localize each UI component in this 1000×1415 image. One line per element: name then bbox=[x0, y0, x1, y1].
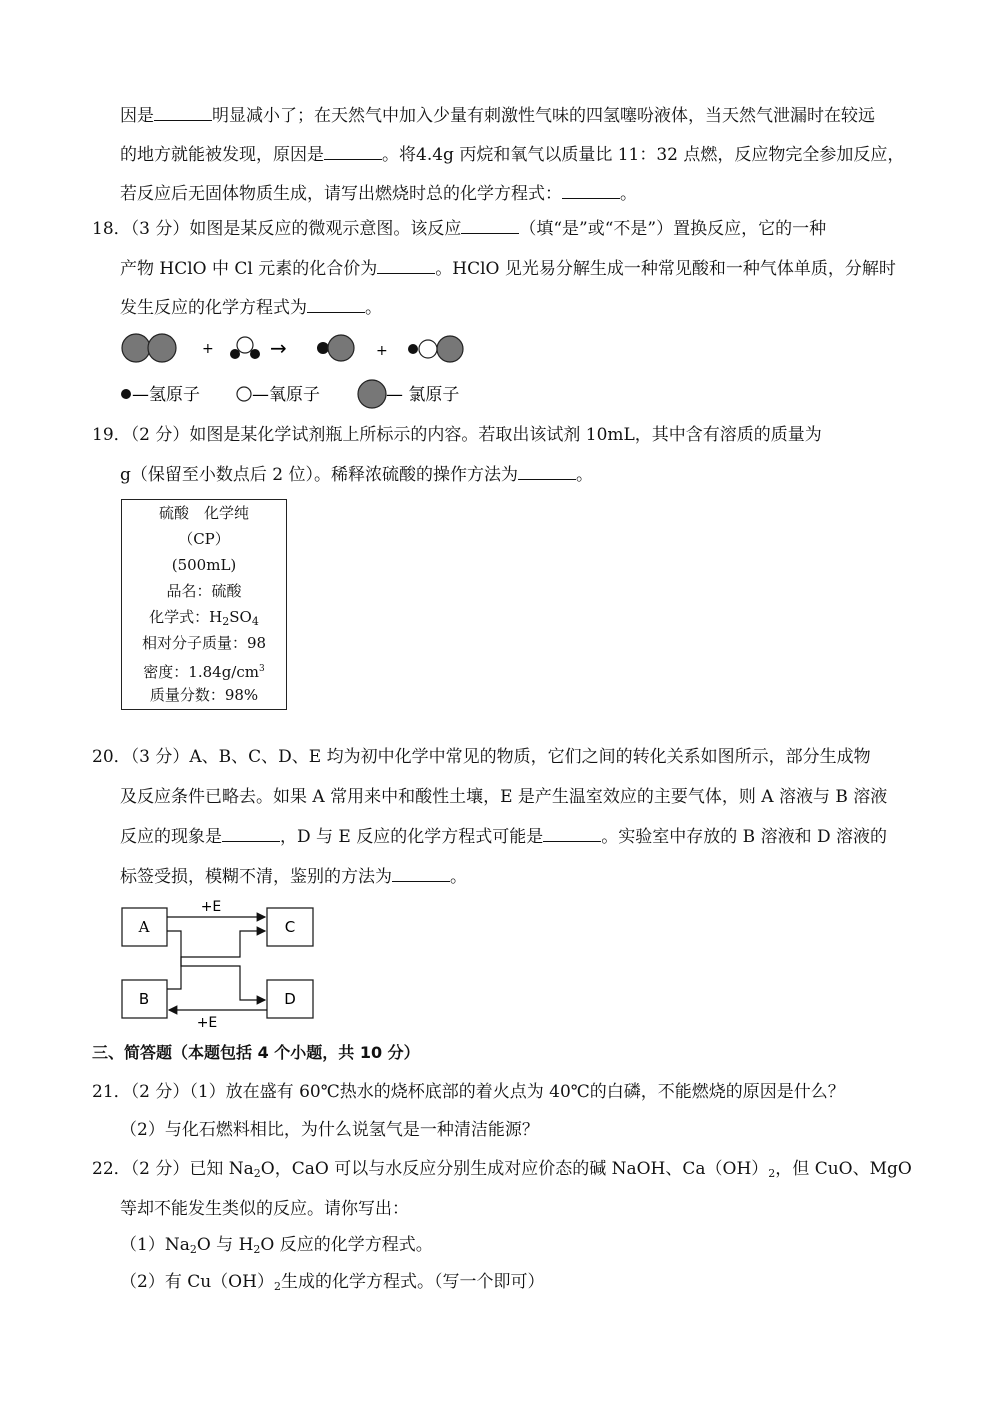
question-number: 18．（3 分） bbox=[92, 219, 190, 239]
box-a-label: A bbox=[138, 918, 150, 936]
reagent-e-top: +E bbox=[200, 899, 222, 915]
label-formula: 化学式：$H_2SO_4$ bbox=[149, 608, 259, 628]
chlorine-atom bbox=[122, 334, 150, 362]
plus-sign: + bbox=[202, 341, 214, 357]
q18-line-3: 发生反应的化学方程式为 。 bbox=[120, 298, 382, 318]
answer-blank[interactable] bbox=[562, 184, 620, 199]
reagent-e-bottom: +E bbox=[196, 1015, 218, 1028]
oxygen-atom bbox=[419, 340, 437, 358]
hydrogen-atom bbox=[230, 349, 240, 359]
hydrogen-atom bbox=[408, 344, 418, 354]
section-title: 三、简答题（本题包括 4 个小题，共 10 分） bbox=[92, 1043, 420, 1062]
q22-line-4: （2）有 $Cu(OH)_2$生成的化学方程式。（写一个即可） bbox=[120, 1272, 545, 1293]
answer-blank[interactable] bbox=[392, 867, 450, 882]
answer-blank[interactable] bbox=[307, 298, 365, 313]
question-number: 21．（2 分） bbox=[92, 1082, 190, 1102]
q20-line-4: 标签受损，模糊不清，鉴别的方法为 。 bbox=[120, 867, 467, 887]
answer-blank[interactable] bbox=[154, 106, 212, 121]
box-c-label: C bbox=[284, 918, 296, 936]
label-density: 密度：$1.84g/cm^3$ bbox=[143, 663, 265, 681]
box-d-label: D bbox=[284, 990, 296, 1008]
label-name: 品名：硫酸 bbox=[166, 582, 242, 600]
question-number: 22．（2 分） bbox=[92, 1159, 190, 1179]
label-grade: （CP） bbox=[178, 530, 230, 548]
q20-line-3: 反应的现象是 ，D 与 E 反应的化学方程式可能是 。实验室中存放的 B 溶液和 D 溶液的 bbox=[120, 827, 888, 847]
arrow-a-to-d bbox=[167, 931, 265, 1000]
q19-line-1: 19．（2 分）如图是某化学试剂瓶上所标示的内容。若取出该试剂 10mL，其中含有溶质的质量为 bbox=[92, 425, 822, 445]
hydrogen-atom bbox=[250, 349, 260, 359]
label-molar-mass: 相对分子质量：98 bbox=[141, 634, 267, 652]
label-volume: (500mL) bbox=[171, 556, 237, 574]
box-b-label: B bbox=[138, 990, 150, 1008]
label-title: 硫酸 化学纯 bbox=[158, 504, 249, 522]
answer-blank[interactable] bbox=[543, 827, 601, 842]
q21-line-2: （2）与化石燃料相比，为什么说氢气是一种清洁能源？ bbox=[120, 1120, 539, 1140]
q22-line-2: 等却不能发生类似的反应。请你写出： bbox=[120, 1199, 409, 1219]
q20-line-2: 及反应条件已略去。如果 A 常用来中和酸性土壤，E 是产生温室效应的主要气体，则 A 溶液与 B 溶液 bbox=[120, 787, 888, 807]
chlorine-atom bbox=[437, 336, 463, 362]
hydrogen-legend-icon bbox=[121, 389, 131, 399]
answer-blank[interactable] bbox=[222, 827, 280, 842]
q22-line-1: 22．（2 分）已知 $Na_2O$，CaO 可以与水反应分别生成对应价态的碱 NaOH、$Ca(OH)_2$，但 CuO、MgO bbox=[92, 1159, 912, 1180]
hydrogen-atom bbox=[317, 342, 329, 354]
q17-line-2: 的地方就能被发现，原因是 。将4.4g 丙烷和氧气以质量比 11：32 点燃，反应物完全参加反应， bbox=[120, 145, 905, 165]
reagent-label bbox=[121, 499, 287, 710]
q19-line-2: g（保留至小数点后 2 位）。稀释浓硫酸的操作方法为 。 bbox=[120, 465, 594, 485]
answer-blank[interactable] bbox=[518, 465, 576, 480]
legend-oxygen: —氧原子 bbox=[252, 385, 320, 405]
q20-line-1: 20．（3 分）A、B、C、D、E 均为初中化学中常见的物质，它们之间的转化关系如图所示，部分生成物 bbox=[92, 747, 871, 767]
question-number: 19．（2 分） bbox=[92, 425, 190, 445]
arrow-icon: → bbox=[270, 336, 287, 360]
oxygen-legend-icon bbox=[237, 387, 251, 401]
answer-blank[interactable] bbox=[461, 219, 519, 234]
chlorine-atom bbox=[328, 335, 354, 361]
answer-blank[interactable] bbox=[377, 259, 435, 274]
reaction-microscopic-diagram bbox=[110, 328, 490, 413]
q17-line-1: 因是 明显减小了；在天然气中加入少量有刺激性气味的四氢噻吩液体，当天然气泄漏时在较远 bbox=[120, 106, 875, 126]
transformation-diagram bbox=[115, 893, 325, 1028]
arrow-b-to-c bbox=[167, 931, 265, 989]
legend-hydrogen: —氢原子 bbox=[132, 385, 200, 405]
chlorine-legend-icon bbox=[358, 380, 386, 408]
label-mass-fraction: 质量分数：98% bbox=[149, 686, 259, 704]
chlorine-atom bbox=[148, 334, 176, 362]
q22-line-3: $(1)Na_2O$ 与 $H_2O$ 反应的化学方程式。 bbox=[120, 1235, 433, 1256]
oxygen-atom bbox=[237, 337, 253, 353]
legend-chlorine: — 氯原子 bbox=[386, 385, 460, 405]
question-number: 20．（3 分） bbox=[92, 747, 190, 767]
q18-line-1: 18．（3 分）如图是某反应的微观示意图。该反应 （填“是”或“不是”）置换反应，它的一种 bbox=[92, 219, 827, 239]
q21-line-1: 21．（2 分）（1）放在盛有 60℃热水的烧杯底部的着火点为 40℃的白磷，不能燃烧的原因是什么？ bbox=[92, 1082, 845, 1102]
plus-sign: + bbox=[376, 343, 388, 359]
q17-line-3: 若反应后无固体物质生成，请写出燃烧时总的化学方程式： 。 bbox=[120, 184, 637, 204]
q18-line-2: 产物 HClO 中 Cl 元素的化合价为 。HClO 见光易分解生成一种常见酸和一种气体单质，分解时 bbox=[120, 259, 896, 279]
answer-blank[interactable] bbox=[324, 145, 382, 160]
